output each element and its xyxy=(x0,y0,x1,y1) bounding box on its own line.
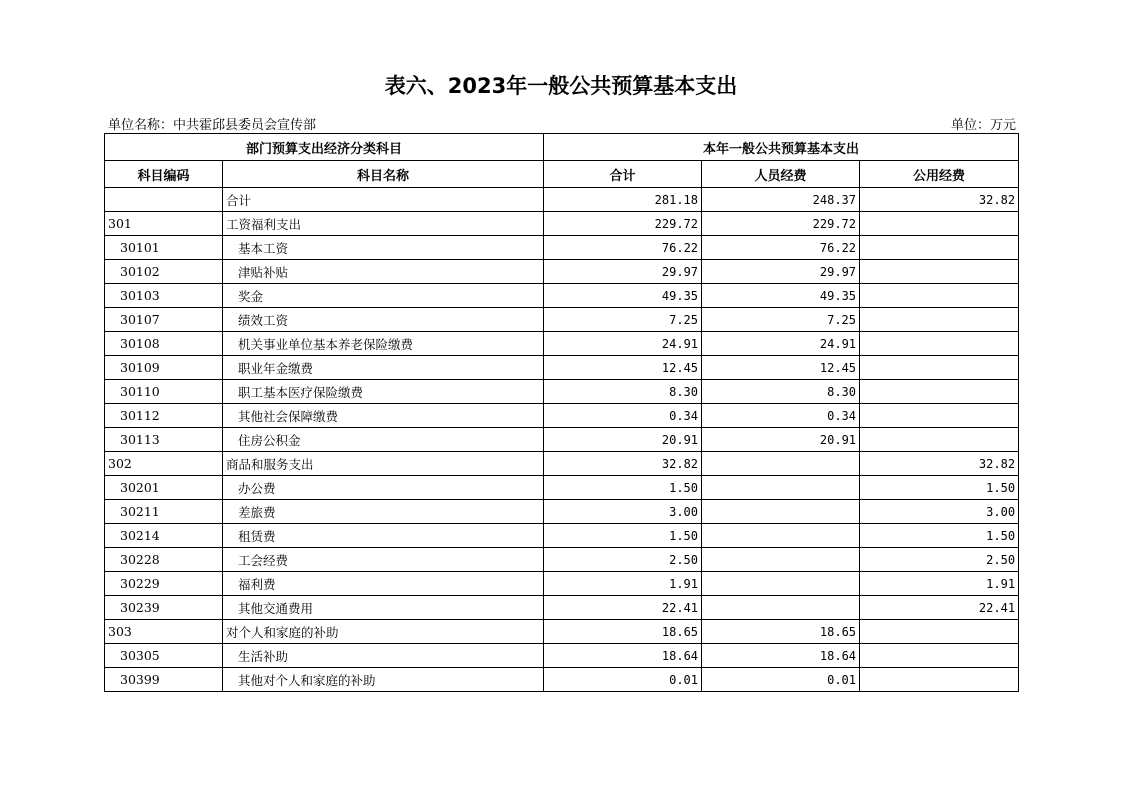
cell-personnel xyxy=(702,524,860,548)
cell-personnel xyxy=(702,500,860,524)
cell-total: 32.82 xyxy=(544,452,702,476)
cell-total: 18.64 xyxy=(544,644,702,668)
cell-public: 2.50 xyxy=(860,548,1019,572)
table-row xyxy=(105,668,1019,692)
table-row xyxy=(105,572,1019,596)
table-row xyxy=(105,380,1019,404)
cell-personnel: 29.97 xyxy=(702,260,860,284)
cell-name: 福利费 xyxy=(223,572,544,596)
cell-name: 对个人和家庭的补助 xyxy=(223,620,544,644)
cell-total: 20.91 xyxy=(544,428,702,452)
cell-personnel: 18.64 xyxy=(702,644,860,668)
group-header-right: 本年一般公共预算基本支出 xyxy=(544,134,1019,161)
cell-total: 1.50 xyxy=(544,476,702,500)
cell-public xyxy=(860,260,1019,284)
cell-total: 12.45 xyxy=(544,356,702,380)
cell-code: 30110 xyxy=(105,380,223,404)
cell-total: 1.91 xyxy=(544,572,702,596)
cell-personnel xyxy=(702,548,860,572)
table-row xyxy=(105,620,1019,644)
cell-personnel: 0.34 xyxy=(702,404,860,428)
cell-public xyxy=(860,308,1019,332)
cell-personnel xyxy=(702,596,860,620)
cell-total: 24.91 xyxy=(544,332,702,356)
cell-personnel: 229.72 xyxy=(702,212,860,236)
cell-public: 32.82 xyxy=(860,188,1019,212)
cell-name: 其他社会保障缴费 xyxy=(223,404,544,428)
cell-code: 30112 xyxy=(105,404,223,428)
col-header-total: 合计 xyxy=(544,161,702,188)
cell-code: 30399 xyxy=(105,668,223,692)
cell-public xyxy=(860,284,1019,308)
cell-public xyxy=(860,212,1019,236)
table-row xyxy=(105,500,1019,524)
cell-code: 30201 xyxy=(105,476,223,500)
cell-name: 工会经费 xyxy=(223,548,544,572)
cell-name: 商品和服务支出 xyxy=(223,452,544,476)
cell-total: 7.25 xyxy=(544,308,702,332)
cell-name: 工资福利支出 xyxy=(223,212,544,236)
cell-name: 合计 xyxy=(223,188,544,212)
cell-personnel: 49.35 xyxy=(702,284,860,308)
cell-personnel xyxy=(702,452,860,476)
cell-code: 30107 xyxy=(105,308,223,332)
table-row xyxy=(105,524,1019,548)
table-row xyxy=(105,236,1019,260)
table-row xyxy=(105,644,1019,668)
cell-name: 住房公积金 xyxy=(223,428,544,452)
cell-personnel xyxy=(702,476,860,500)
cell-personnel: 8.30 xyxy=(702,380,860,404)
cell-personnel: 12.45 xyxy=(702,356,860,380)
cell-personnel: 24.91 xyxy=(702,332,860,356)
cell-name: 绩效工资 xyxy=(223,308,544,332)
cell-total: 76.22 xyxy=(544,236,702,260)
cell-code: 30211 xyxy=(105,500,223,524)
cell-public xyxy=(860,620,1019,644)
table-row xyxy=(105,428,1019,452)
cell-total: 0.34 xyxy=(544,404,702,428)
cell-name: 办公费 xyxy=(223,476,544,500)
table-row xyxy=(105,476,1019,500)
header-row-columns xyxy=(105,161,1019,188)
cell-public xyxy=(860,428,1019,452)
cell-public xyxy=(860,404,1019,428)
cell-name: 其他交通费用 xyxy=(223,596,544,620)
cell-name: 基本工资 xyxy=(223,236,544,260)
table-row xyxy=(105,404,1019,428)
cell-total: 18.65 xyxy=(544,620,702,644)
cell-personnel xyxy=(702,572,860,596)
cell-public xyxy=(860,668,1019,692)
cell-total: 49.35 xyxy=(544,284,702,308)
cell-personnel: 18.65 xyxy=(702,620,860,644)
cell-total: 1.50 xyxy=(544,524,702,548)
unit-name-label: 单位名称：中共霍邱县委员会宣传部 xyxy=(108,118,317,133)
table-row xyxy=(105,452,1019,476)
cell-public xyxy=(860,380,1019,404)
cell-public: 1.50 xyxy=(860,524,1019,548)
table-row xyxy=(105,284,1019,308)
cell-code: 30108 xyxy=(105,332,223,356)
col-header-code: 科目编码 xyxy=(105,161,223,188)
table-row xyxy=(105,332,1019,356)
cell-personnel: 0.01 xyxy=(702,668,860,692)
cell-public xyxy=(860,332,1019,356)
cell-public: 32.82 xyxy=(860,452,1019,476)
cell-public: 3.00 xyxy=(860,500,1019,524)
cell-name: 其他对个人和家庭的补助 xyxy=(223,668,544,692)
group-header-left: 部门预算支出经济分类科目 xyxy=(105,134,544,161)
cell-name: 津贴补贴 xyxy=(223,260,544,284)
cell-personnel: 248.37 xyxy=(702,188,860,212)
cell-code: 302 xyxy=(105,452,223,476)
page-title: 表六、2023年一般公共预算基本支出 xyxy=(384,74,738,98)
cell-personnel: 76.22 xyxy=(702,236,860,260)
cell-personnel: 7.25 xyxy=(702,308,860,332)
cell-public: 1.91 xyxy=(860,572,1019,596)
cell-name: 机关事业单位基本养老保险缴费 xyxy=(223,332,544,356)
cell-name: 职工基本医疗保险缴费 xyxy=(223,380,544,404)
budget-table xyxy=(104,133,1019,692)
cell-total: 3.00 xyxy=(544,500,702,524)
cell-code: 30214 xyxy=(105,524,223,548)
cell-personnel: 20.91 xyxy=(702,428,860,452)
cell-code: 30239 xyxy=(105,596,223,620)
cell-total: 0.01 xyxy=(544,668,702,692)
cell-code: 30305 xyxy=(105,644,223,668)
col-header-name: 科目名称 xyxy=(223,161,544,188)
cell-code: 303 xyxy=(105,620,223,644)
table-row xyxy=(105,188,1019,212)
cell-code: 30102 xyxy=(105,260,223,284)
cell-total: 281.18 xyxy=(544,188,702,212)
cell-code: 30103 xyxy=(105,284,223,308)
cell-total: 29.97 xyxy=(544,260,702,284)
cell-code: 30229 xyxy=(105,572,223,596)
table-body xyxy=(105,188,1019,692)
cell-public xyxy=(860,236,1019,260)
cell-public xyxy=(860,644,1019,668)
cell-public: 1.50 xyxy=(860,476,1019,500)
cell-public: 22.41 xyxy=(860,596,1019,620)
cell-name: 差旅费 xyxy=(223,500,544,524)
cell-total: 8.30 xyxy=(544,380,702,404)
cell-public xyxy=(860,356,1019,380)
cell-name: 奖金 xyxy=(223,284,544,308)
unit-label: 单位：万元 xyxy=(950,118,1016,133)
cell-name: 生活补助 xyxy=(223,644,544,668)
cell-total: 2.50 xyxy=(544,548,702,572)
table-row xyxy=(105,548,1019,572)
table-row xyxy=(105,308,1019,332)
table-row xyxy=(105,356,1019,380)
col-header-personnel: 人员经费 xyxy=(702,161,860,188)
table-row xyxy=(105,260,1019,284)
cell-name: 租赁费 xyxy=(223,524,544,548)
cell-code: 30113 xyxy=(105,428,223,452)
cell-code: 30228 xyxy=(105,548,223,572)
cell-code: 30109 xyxy=(105,356,223,380)
cell-code xyxy=(105,188,223,212)
cell-total: 22.41 xyxy=(544,596,702,620)
table-row xyxy=(105,596,1019,620)
cell-code: 301 xyxy=(105,212,223,236)
cell-name: 职业年金缴费 xyxy=(223,356,544,380)
cell-code: 30101 xyxy=(105,236,223,260)
col-header-public: 公用经费 xyxy=(860,161,1019,188)
cell-total: 229.72 xyxy=(544,212,702,236)
header-row-group xyxy=(105,134,1019,161)
table-row xyxy=(105,212,1019,236)
